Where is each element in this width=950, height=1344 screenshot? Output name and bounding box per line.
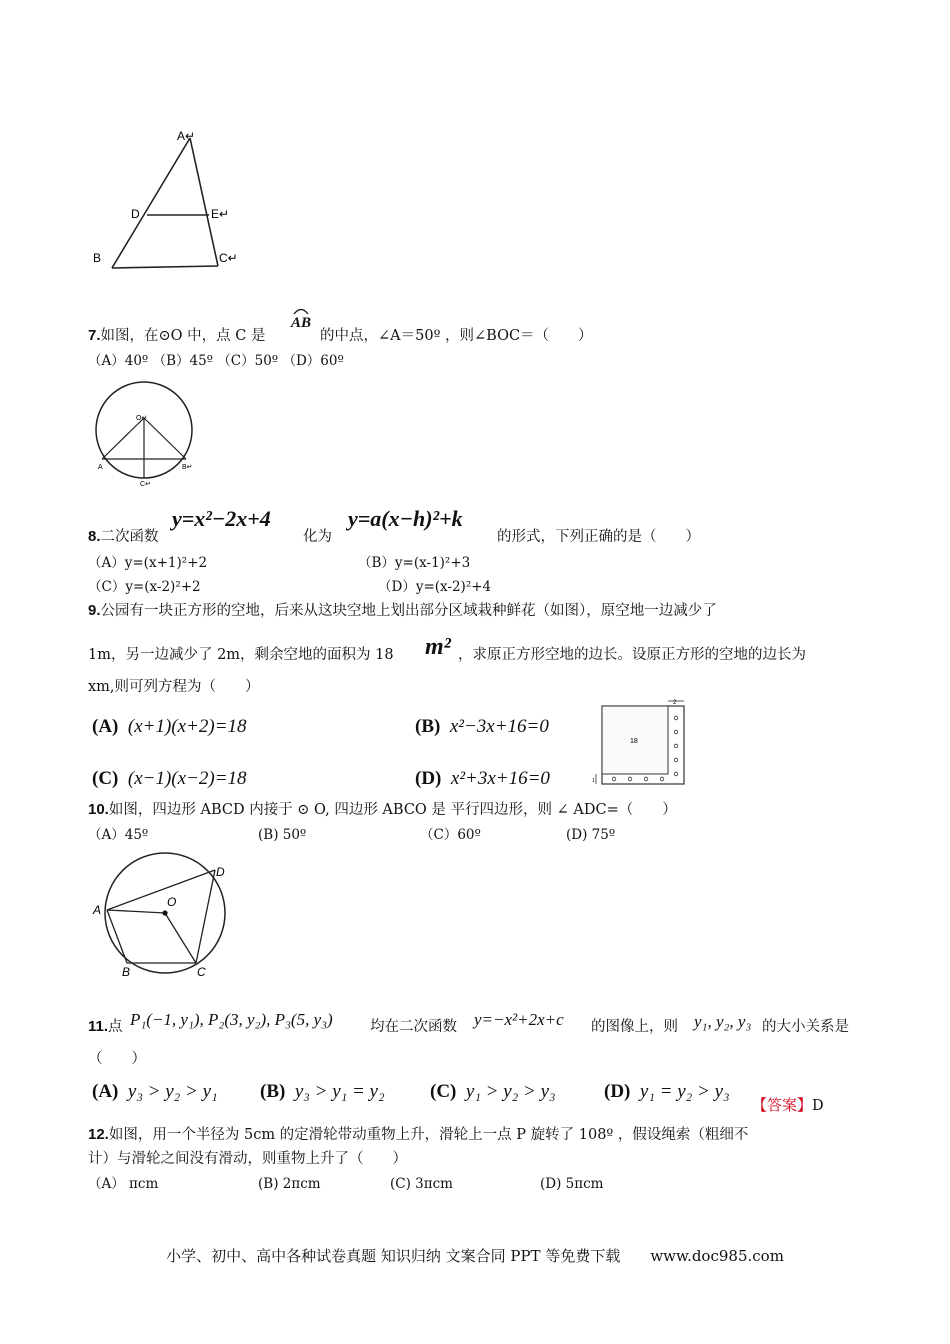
q9-unit: m² (425, 634, 451, 660)
q12-option-d: (D) 5πcm (540, 1176, 604, 1192)
q8-text-c: 的形式，下列正确的是（ ） (497, 529, 700, 545)
q11-text-b: 均在二次函数 (370, 1019, 457, 1035)
label-c: C↵ (140, 481, 151, 488)
side-dim-label: 1 (592, 778, 595, 784)
q9-option-b-eq: x²−3x+16=0 (449, 716, 549, 737)
label-o: O (167, 895, 177, 909)
q11-answer (752, 1096, 824, 1115)
q8-stem (88, 528, 159, 546)
q11-option-c (430, 1081, 556, 1103)
q8-option-b: （B）y=(x-1)²+3 (358, 555, 471, 571)
q11-number: 11. (88, 1018, 109, 1035)
q7-stem (88, 327, 265, 345)
q11-option-d-value: y₁ = y₂ > y₃ (639, 1081, 730, 1102)
q11-option-d-label: (D) (604, 1081, 631, 1102)
q9-option-c-label: (C) (92, 768, 119, 789)
square-garden-figure (592, 698, 692, 790)
q7-text-b: 的中点，∠A＝50º ，则∠BOC＝（ ） (320, 328, 593, 344)
q9-option-b (415, 716, 549, 738)
label-b: B (93, 251, 102, 265)
q11-option-b-value: y₃ > y₁ = y₂ (294, 1081, 385, 1102)
q8-option-a: （A）y=(x+1)²+2 (88, 555, 208, 571)
q9-number: 9. (88, 602, 101, 619)
label-a: A (98, 464, 103, 471)
label-a: A (93, 903, 102, 917)
q11-stem (88, 1018, 123, 1036)
q12-line-1 (88, 1126, 748, 1144)
q10-option-d: (D) 75º (566, 827, 616, 843)
q8-number: 8. (88, 528, 101, 545)
q9-option-a-eq: (x+1)(x+2)=18 (127, 716, 247, 737)
label-b: B↵ (182, 464, 193, 471)
top-dim-label: 2 (673, 700, 677, 706)
q10-option-b: (B) 50º (258, 827, 307, 843)
q8-option-c: （C）y=(x-2)²+2 (88, 579, 201, 595)
triangle-figure (85, 120, 245, 280)
label-a: A↵ (177, 129, 196, 143)
q12-line-1-text: 如图，用一个半径为 5cm 的定滑轮带动重物上升，滑轮上一点 P 旋转了 108º ，假设绳索（粗细不 (108, 1127, 749, 1143)
q11-line-2: （ ） (88, 1051, 146, 1067)
q9-option-d (415, 768, 550, 790)
q11-text-a: 点 (108, 1019, 123, 1035)
inscribed-quadrilateral-figure (90, 850, 240, 978)
q9-option-d-label: (D) (415, 768, 442, 789)
label-d: D (131, 207, 140, 221)
area-label: 18 (630, 738, 638, 745)
q11-vars: y₁, y₂, y₃ (694, 1012, 752, 1031)
q10-number: 10. (88, 801, 109, 818)
q7-number: 7. (88, 327, 101, 344)
q11-option-b-label: (B) (260, 1081, 286, 1102)
arc-label: AB (290, 315, 311, 331)
q11-text-c: 的图像上，则 (591, 1019, 678, 1035)
page-footer: 小学、初中、高中各种试卷真题 知识归纳 文案合同 PPT 等免费下载 www.doc985.com (166, 1247, 784, 1265)
q11-option-c-label: (C) (430, 1081, 457, 1102)
q8-equation-2: y=a(x−h)²+k (348, 506, 463, 531)
label-b: B (122, 965, 131, 978)
q8-equation-1: y=x²−2x+4 (172, 506, 271, 531)
q7-text-a: 如图，在⊙O 中，点 C 是 (100, 328, 266, 344)
q12-option-b: (B) 2πcm (258, 1176, 321, 1192)
q9-option-c (92, 768, 247, 790)
q9-option-b-label: (B) (415, 716, 441, 737)
q12-number: 12. (88, 1126, 109, 1143)
q11-option-d (604, 1081, 730, 1103)
q11-points: P₁(−1, y₁), P₂(3, y₂), P₃(5, y₃) (130, 1010, 333, 1029)
q9-line-1-text: 公园有一块正方形的空地，后来从这块空地上划出部分区域栽种鲜花（如图），原空地一边减少了 (100, 603, 717, 619)
q12-option-a: （A） πcm (88, 1176, 159, 1192)
q9-option-a (92, 716, 247, 738)
q11-option-c-value: y₁ > y₂ > y₃ (465, 1081, 556, 1102)
q12-option-c: (C) 3πcm (390, 1176, 453, 1192)
label-c: C (197, 965, 206, 978)
q8-option-d: （D）y=(x-2)²+4 (378, 579, 492, 595)
q11-option-b (260, 1081, 385, 1103)
q8-text-b: 化为 (303, 529, 332, 545)
q12-line-2: 计）与滑轮之间没有滑动，则重物上升了（ ） (88, 1151, 407, 1167)
q11-option-a (92, 1081, 218, 1103)
label-c: C↵ (219, 251, 238, 265)
q11-option-a-label: (A) (92, 1081, 119, 1102)
circle-figure-q7 (92, 380, 202, 490)
q11-function: y=−x²+2x+c (474, 1010, 564, 1029)
arc-ab (290, 305, 312, 341)
label-d: D (216, 865, 225, 879)
q11-option-a-value: y₃ > y₂ > y₁ (127, 1081, 218, 1102)
label-e: E↵ (211, 207, 230, 221)
q7-options: （A）40º （B）45º （C）50º （D）60º (88, 353, 344, 369)
q8-text-a: 二次函数 (100, 529, 159, 545)
q10-option-c: （C）60º (420, 827, 481, 843)
q10-text: 如图，四边形 ABCD 内接于 ⊙ O, 四边形 ABCO 是 平行四边形，则 ∠ ADC=（ ） (108, 802, 677, 818)
q9-line-1 (88, 602, 717, 620)
q9-line-3: xm,则可列方程为（ ） (88, 679, 260, 695)
q10-stem (88, 801, 677, 819)
q9-option-a-label: (A) (92, 716, 119, 737)
q9-line-2b: ，求原正方形空地的边长。设原正方形的空地的边长为 (458, 647, 806, 663)
q9-option-d-eq: x²+3x+16=0 (450, 768, 550, 789)
q9-line-2a: 1m，另一边减少了 2m，剩余空地的面积为 18 (88, 647, 394, 663)
q9-option-c-eq: (x−1)(x−2)=18 (127, 768, 247, 789)
q10-option-a: （A）45º (88, 827, 149, 843)
q11-text-d: 的大小关系是 (762, 1019, 849, 1035)
answer-tag: 【答案】 (752, 1096, 813, 1114)
label-o: O↵ (136, 415, 148, 422)
answer-value: D (812, 1098, 824, 1114)
